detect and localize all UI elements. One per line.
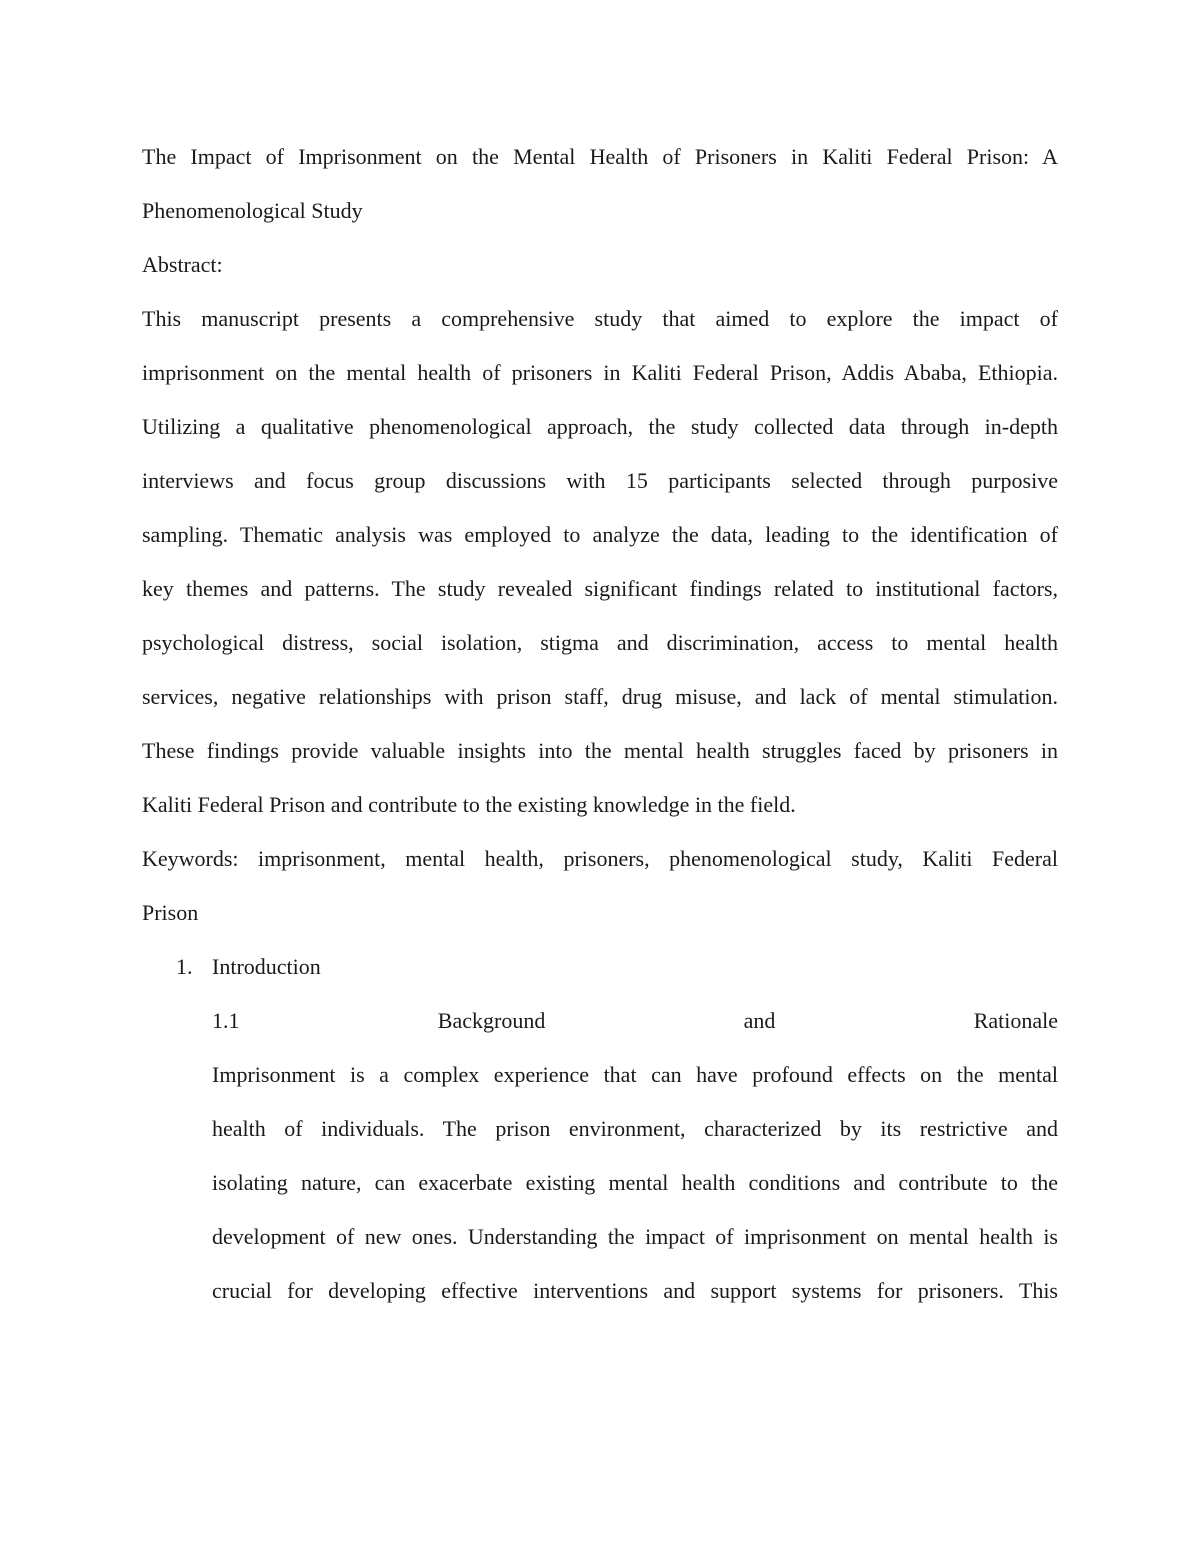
- section-number: 1.: [176, 954, 193, 979]
- subsection-heading: [212, 994, 1058, 1048]
- abstract-line: sampling. Thematic analysis was employed to analyze the data, leading to the identification of: [142, 522, 1058, 547]
- keywords-line: Keywords: imprisonment, mental health, prisoners, phenomenological study, Kaliti Federal: [142, 846, 1058, 871]
- abstract-line: Utilizing a qualitative phenomenological approach, the study collected data through in-depth: [142, 414, 1058, 439]
- body-line: health of individuals. The prison environment, characterized by its restrictive and: [212, 1116, 1058, 1141]
- abstract-line: services, negative relationships with prison staff, drug misuse, and lack of mental stimulation.: [142, 684, 1058, 709]
- document-body: [142, 130, 1058, 1318]
- subsection-word: Rationale: [973, 1008, 1058, 1033]
- abstract-line: Kaliti Federal Prison and contribute to the existing knowledge in the field.: [142, 792, 796, 817]
- abstract-line: imprisonment on the mental health of prisoners in Kaliti Federal Prison, Addis Ababa, Ethiopia.: [142, 360, 1058, 385]
- body-line: isolating nature, can exacerbate existing mental health conditions and contribute to the: [212, 1170, 1058, 1195]
- body-line: crucial for developing effective interventions and support systems for prisoners. This: [212, 1278, 1058, 1303]
- paper-title-line-2: Phenomenological Study: [142, 198, 363, 223]
- section-title: Introduction: [212, 954, 321, 979]
- abstract-line: This manuscript presents a comprehensive study that aimed to explore the impact of: [142, 306, 1058, 331]
- subsection-number: 1.1: [212, 1008, 240, 1033]
- subsection-word: and: [743, 1008, 776, 1033]
- abstract-line: interviews and focus group discussions with 15 participants selected through purposive: [142, 468, 1058, 493]
- section-heading: [142, 940, 1058, 994]
- abstract-line: psychological distress, social isolation, stigma and discrimination, access to mental health: [142, 630, 1058, 655]
- abstract-line: These findings provide valuable insights into the mental health struggles faced by prisoners in: [142, 738, 1058, 763]
- abstract-heading: Abstract:: [142, 252, 223, 277]
- subsection-word: Background: [437, 1008, 546, 1033]
- body-line: development of new ones. Understanding the impact of imprisonment on mental health is: [212, 1224, 1058, 1249]
- abstract-line: key themes and patterns. The study revealed significant findings related to institutional factors,: [142, 576, 1058, 601]
- paper-title-line-1: The Impact of Imprisonment on the Mental Health of Prisoners in Kaliti Federal Prison: A: [142, 144, 1058, 169]
- keywords-line: Prison: [142, 900, 199, 925]
- body-line: Imprisonment is a complex experience that can have profound effects on the mental: [212, 1062, 1058, 1087]
